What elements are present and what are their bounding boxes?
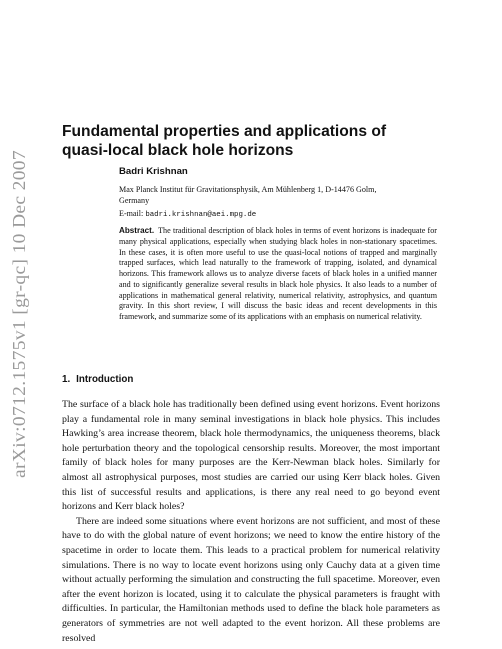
- email-label: E-mail:: [119, 209, 144, 218]
- introduction-body: [62, 398, 440, 646]
- section-number: 1.: [62, 374, 71, 385]
- abstract-text: The traditional description of black holes in terms of event horizons is inadequate for many physical applications, especially when studying black holes in non-stationary spacetimes. In these cases, it is often more useful to use the quasi-local notions of trapped and marginally trapped surfaces, which lead naturally to the framework of trapping, isolated, and dynamical horizons. This framework allows us to analyze diverse facets of black holes in a unified manner and to significantly generalize several results in black hole physics. It also leads to a number of applications in mathematical general relativity, numerical relativity, astrophysics, and quantum gravity. In this short review, I will discuss the basic ideas and recent developments in this framework, and summarize some of its applications with an emphasis on numerical relativity.: [119, 226, 437, 321]
- paper-title-line-2: quasi-local black hole horizons: [62, 142, 294, 159]
- abstract: [119, 226, 437, 323]
- abstract-label: Abstract.: [119, 226, 155, 235]
- email-address[interactable]: badri.krishnan@aei.mpg.de: [145, 211, 257, 219]
- section-title: Introduction: [76, 374, 134, 385]
- author-affiliation: [119, 184, 439, 206]
- arxiv-identifier-stamp: [6, 148, 32, 478]
- paper-title-line-1: Fundamental properties and applications of: [62, 123, 387, 140]
- affiliation-line-1: Max Planck Institut für Gravitationsphysik, Am Mühlenberg 1, D-14476 Golm,: [119, 185, 377, 194]
- arxiv-stamp-graphic: [6, 148, 32, 478]
- paragraph-1: The surface of a black hole has traditionally been defined using event horizons. Event horizons play a fundamental role in many seminal investigations in black hole physics. This includes Hawking’s area increase theorem, black hole thermodynamics, the uniqueness theorems, black hole perturbation theory and the topological censorship results. Moreover, the most important family of black holes for many purposes are the Kerr-Newman black holes. Similarly for almost all astrophysical purposes, most studies are carried our using Kerr black holes. Given this list of successful results and applications, is there any real need to go beyond event horizons and Kerr black holes?: [62, 399, 440, 513]
- arxiv-stamp-text: arXiv:0712.1575v1 [gr-qc] 10 Dec 2007: [9, 183, 29, 478]
- section-heading-introduction: [62, 374, 133, 386]
- affiliation-line-2: Germany: [119, 196, 150, 205]
- author-block: [119, 166, 439, 221]
- author-name: Badri Krishnan: [119, 166, 188, 177]
- paper-title: [62, 122, 422, 160]
- author-email: [119, 208, 439, 221]
- paragraph-2: There are indeed some situations where event horizons are not sufficient, and most of these have to do with the global nature of event horizons; we need to know the entire history of the spacetime in order to locate them. This leads to a practical problem for numerical relativity simulations. There is no way to locate event horizons using only Cauchy data at a given time without actually performing the simulation and constructing the full spacetime. Moreover, even after the event horizon is located, using it to calculate the physical parameters is fraught with difficulties. In particular, the Hamiltonian methods used to define the black hole parameters as generators of symmetries are not well adapted to the event horizon. All these problems are resolved: [62, 515, 440, 644]
